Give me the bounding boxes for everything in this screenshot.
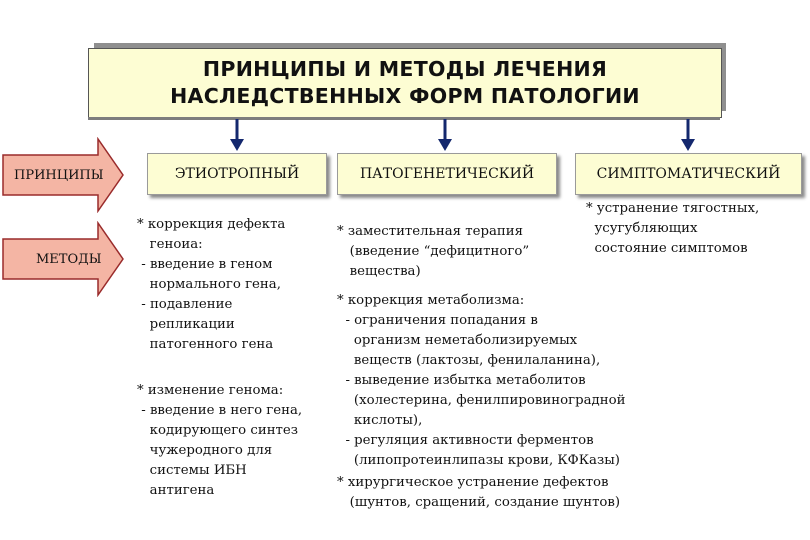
pathogenetic-method-replacement: * заместительная терапия (введение “дефицитного” вещества) [337, 224, 530, 279]
down-arrow-icon-symptomatic [681, 119, 695, 151]
principles-label: ПРИНЦИПЫ [14, 168, 104, 183]
pathogenetic-method-surgery: * хирургическое устранение дефектов (шунтов, сращений, создание шунтов) [337, 475, 621, 510]
symptomatic-method-relief: * устранение тягостных, усугубляющих состояние симптомов [586, 201, 760, 256]
pathogenetic-method-metabolism: * коррекция метаболизма: - ограничения попадания в организм неметаболизируемых веществ (лактозы, фенилаланина), - выведение избытка метаболитов (холестерина, фенилпировиноградной кислоты), - регуляция активности ферментов (липопротеинлипазы крови, КФКазы) [337, 293, 626, 468]
category-pathogenetic [337, 153, 557, 195]
etiotropic-method-genome-change: * изменение генома: - введение в него гена, кодирующего синтез чужеродного для системы ИБН антигена [137, 383, 303, 498]
down-arrow-icon-etiotropic [230, 119, 244, 151]
diagram-title-box [88, 48, 722, 118]
down-arrow-icon-pathogenetic [438, 119, 452, 151]
category-symptomatic [575, 153, 802, 195]
category-etiotropic-label: ЭТИОТРОПНЫЙ [174, 166, 300, 182]
title-line-2: НАСЛЕДСТВЕННЫХ ФОРМ ПАТОЛОГИИ [170, 84, 640, 108]
category-etiotropic [147, 153, 327, 195]
category-symptomatic-label: СИМПТОМАТИЧЕСКИЙ [596, 166, 781, 182]
title-line-1: ПРИНЦИПЫ И МЕТОДЫ ЛЕЧЕНИЯ [202, 57, 608, 81]
etiotropic-method-gene-correction: * коррекция дефекта геноиа: - введение в геном нормального гена, - подавление репликации патогенного гена [137, 217, 286, 352]
methods-label: МЕТОДЫ [36, 252, 102, 267]
category-pathogenetic-label: ПАТОГЕНЕТИЧЕСКИЙ [359, 166, 535, 182]
title-underline-bar [88, 117, 720, 120]
